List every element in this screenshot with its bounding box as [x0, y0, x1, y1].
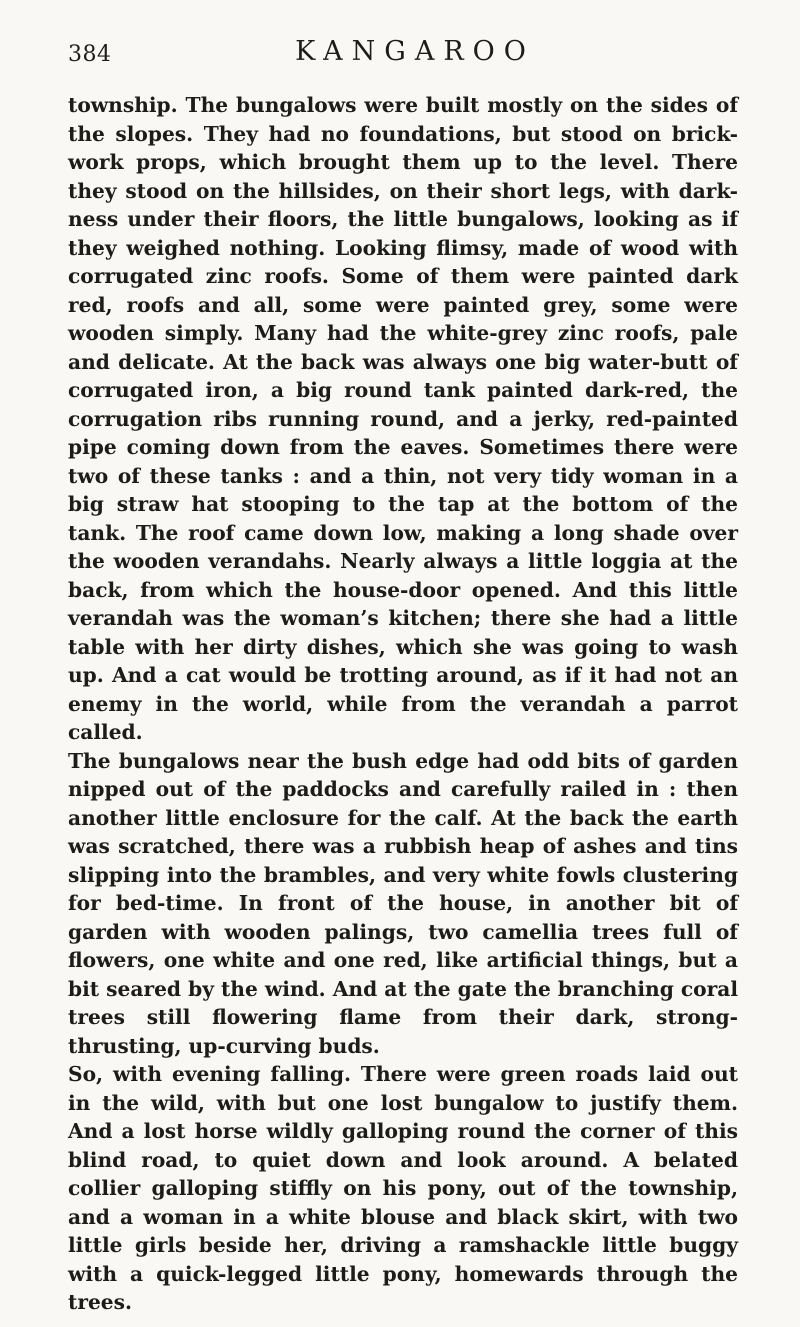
body-text	[68, 91, 738, 1317]
paragraph-2: The bungalows near the bush edge had odd bits of garden nipped out of the paddocks and carefully railed in : then another little enclosure for the calf. At the back the earth was scratched, there was a rubbish heap of ashes and tins slipping into the brambles, and very white fowls clustering for bed-time. In front of the house, in another bit of garden with wooden palings, two camellia trees full of flowers, one white and one red, like artificial things, but a bit seared by the wind. And at the gate the branching coral trees still flowering flame from their dark, strong-thrusting, up-curving buds.	[68, 748, 738, 1058]
running-title: KANGAROO	[295, 36, 535, 67]
paragraph-3: So, with evening falling. There were green roads laid out in the wild, with but one lost bungalow to justify them. And a lost horse wildly galloping round the corner of this blind road, to quiet down and look around. A belated collier galloping stiffly on his pony, out of the township, and a woman in a white blouse and black skirt, with two little girls beside her, driving a ramshackle little buggy with a quick-legged little pony, homewards through the trees.	[68, 1062, 738, 1314]
page-header	[68, 36, 738, 76]
page-number: 384	[68, 42, 112, 67]
paragraph-1: township. The bungalows were built mostly on the sides of the slopes. They had no foundations, but stood on brick-work props, which brought them up to the level. There they stood on the hillsides, on their short legs, with dark-ness under their floors, the little bungalows, looking as if they weighed nothing. Looking flimsy, made of wood with corrugated zinc roofs. Some of them were painted dark red, roofs and all, some were painted grey, some were wooden simply. Many had the white-grey zinc roofs, pale and delicate. At the back was always one big water-butt of corrugated iron, a big round tank painted dark-red, the corrugation ribs running round, and a jerky, red-painted pipe coming down from the eaves. Sometimes there were two of these tanks : and a thin, not very tidy woman in a big straw hat stooping to the tap at the bottom of the tank. The roof came down low, making a long shade over the wooden verandahs. Nearly always a little loggia at the back, from which the house-door opened. And this little verandah was the woman’s kitchen; there she had a little table with her dirty dishes, which she was going to wash up. And a cat would be trotting around, as if it had not an enemy in the world, while from the verandah a parrot called.	[68, 93, 738, 744]
